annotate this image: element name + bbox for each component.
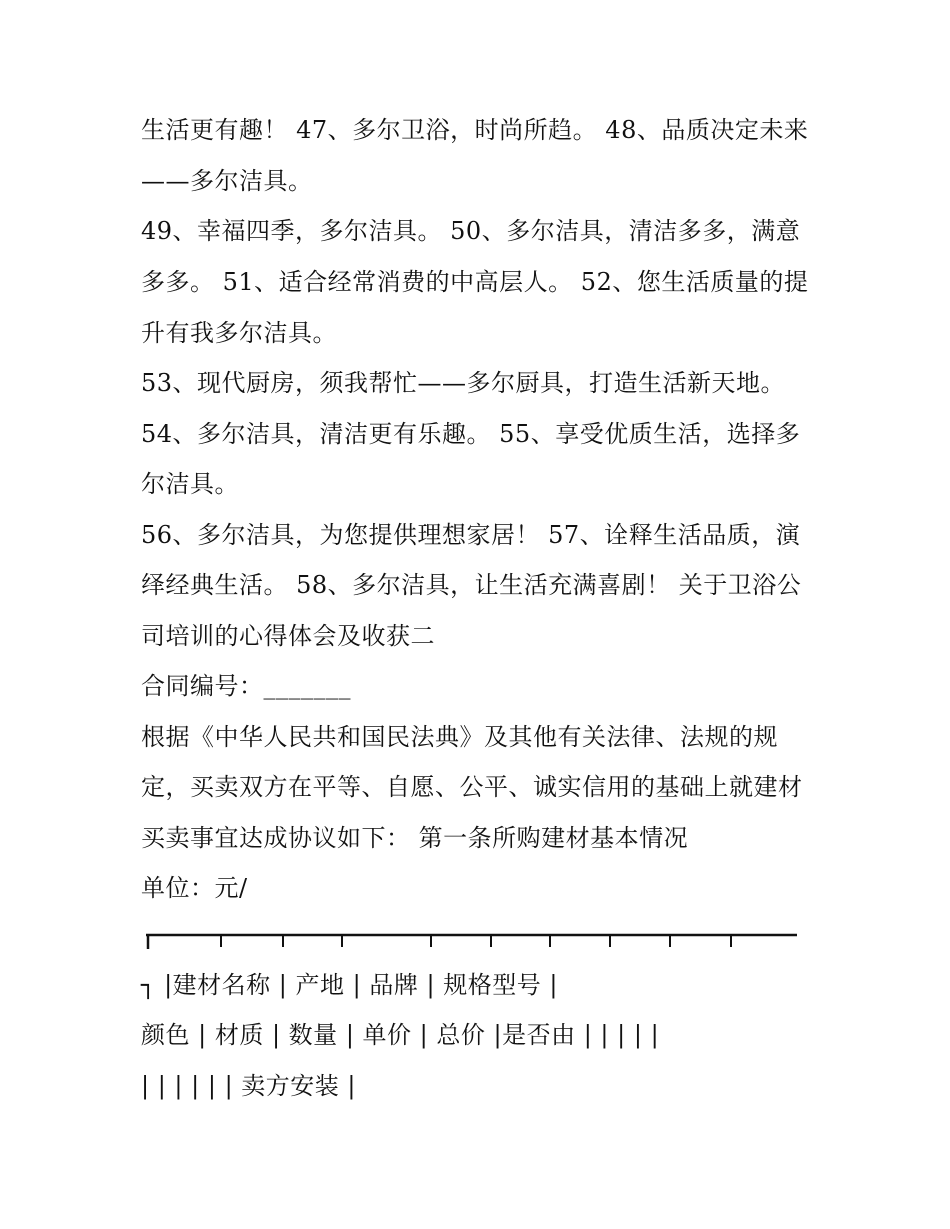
text-line: ——多尔洁具。: [141, 167, 313, 195]
text-line: 司培训的心得体会及收获二: [141, 622, 435, 650]
text-line: 尔洁具。: [141, 470, 239, 498]
text-line: 49、幸福四季，多尔洁具。 50、多尔洁具，清洁多多，满意: [141, 217, 801, 245]
table-header-row: 颜色 | 材质 | 数量 | 单价 | 总价 |是否由 | | | | |: [141, 1021, 660, 1049]
table-header-row: ┐ |建材名称 | 产地 | 品牌 | 规格型号 |: [141, 971, 558, 999]
contract-number-line: 合同编号：_______: [141, 672, 351, 700]
text-line: 56、多尔洁具，为您提供理想家居！ 57、诠释生活品质，演: [141, 521, 801, 549]
text-line: 升有我多尔洁具。: [141, 319, 337, 347]
text-line: 54、多尔洁具，清洁更有乐趣。 55、享受优质生活，选择多: [141, 420, 801, 448]
text-line: 定，买卖双方在平等、自愿、公平、诚实信用的基础上就建材: [141, 773, 803, 801]
text-line: 根据《中华人民共和国民法典》及其他有关法律、法规的规: [141, 723, 778, 751]
table-header-row: | | | | | | 卖方安装 |: [141, 1072, 357, 1100]
text-line: 53、现代厨房，须我帮忙——多尔厨具，打造生活新天地。: [141, 369, 786, 397]
text-line: 多多。 51、适合经常消费的中高层人。 52、您生活质量的提: [141, 268, 809, 296]
text-line: 买卖事宜达成协议如下： 第一条所购建材基本情况: [141, 824, 689, 852]
text-line: 生活更有趣！ 47、多尔卫浴，时尚所趋。 48、品质决定未来: [141, 116, 809, 144]
text-line: 绎经典生活。 58、多尔洁具，让生活充满喜剧！ 关于卫浴公: [141, 571, 802, 599]
unit-label: 单位：元/: [141, 874, 248, 902]
